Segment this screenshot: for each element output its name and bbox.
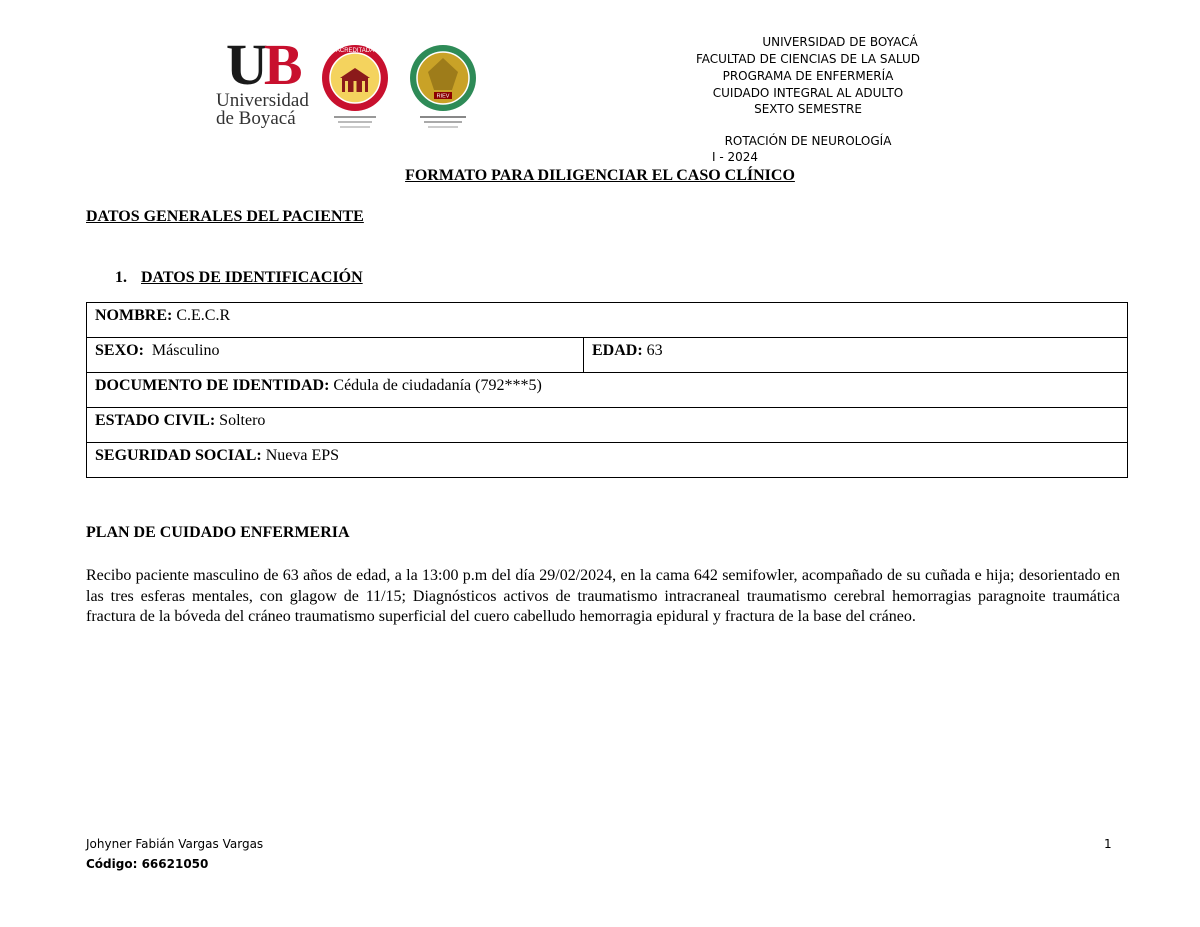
international-accreditation-seal-icon [408, 38, 478, 134]
header-program: PROGRAMA DE ENFERMERÍA [722, 69, 894, 83]
section-label: DATOS DE IDENTIFICACIÓN [141, 269, 363, 286]
header-faculty: FACULTAD DE CIENCIAS DE LA SALUD [695, 52, 921, 66]
section-general-data: DATOS GENERALES DEL PACIENTE [86, 208, 364, 225]
university-wordmark: Universidad de Boyacá [216, 90, 309, 129]
plan-title: PLAN DE CUIDADO ENFERMERIA [86, 524, 350, 541]
svg-text:RIEV: RIEV [436, 93, 450, 100]
header-course: CUIDADO INTEGRAL AL ADULTO [712, 86, 904, 100]
table-row [87, 303, 1128, 338]
document-cell: DOCUMENTO DE IDENTIDAD: Cédula de ciudadanía (792***5) [87, 373, 1128, 408]
table-row [87, 408, 1128, 443]
svg-text:ACREDITADA: ACREDITADA [335, 48, 375, 54]
sex-cell: SEXO: Másculino [87, 338, 584, 373]
footer-author: Johyner Fabián Vargas Vargas [86, 837, 264, 851]
plan-paragraph: Recibo paciente masculino de 63 años de edad, a la 13:00 p.m del día 29/02/2024, en la cama 642 semifowler, acompañado de su cuñada e hija; desorientado en las tres esferas mentales, con glagow de 11/15; Diagnósticos activos de traumatismo intracraneal traumatismo cerebral hemorragias paragnoite traumática fractura de la bóveda del cráneo traumatismo superficial del cuero cabelludo hemorragia epidural y fractura de la base del cráneo. [86, 567, 1120, 625]
header-semester: SEXTO SEMESTRE [754, 102, 862, 116]
page-number: 1 [1104, 837, 1112, 851]
table-row [87, 373, 1128, 408]
social-security-cell: SEGURIDAD SOCIAL: Nueva EPS [87, 443, 1128, 478]
name-cell: NOMBRE: C.E.C.R [87, 303, 1128, 338]
ub-monogram: UB [226, 32, 299, 97]
header-rotation: ROTACIÓN DE NEUROLOGÍA [724, 134, 892, 148]
university-logo [214, 32, 314, 132]
header-university: UNIVERSIDAD DE BOYACÁ [762, 35, 918, 49]
section-number: 1. [115, 269, 127, 286]
table-row [87, 338, 1128, 373]
identification-table [86, 302, 1128, 478]
table-row [87, 443, 1128, 478]
civil-status-cell: ESTADO CIVIL: Soltero [87, 408, 1128, 443]
age-cell: EDAD: 63 [584, 338, 1128, 373]
section-identification [115, 269, 363, 287]
logo-vertical-text [214, 40, 220, 84]
accreditation-seal-icon [320, 38, 390, 134]
header-period: I - 2024 [711, 150, 759, 164]
footer-code: Código: 66621050 [86, 857, 209, 871]
document-title: FORMATO PARA DILIGENCIAR EL CASO CLÍNICO [405, 167, 795, 184]
